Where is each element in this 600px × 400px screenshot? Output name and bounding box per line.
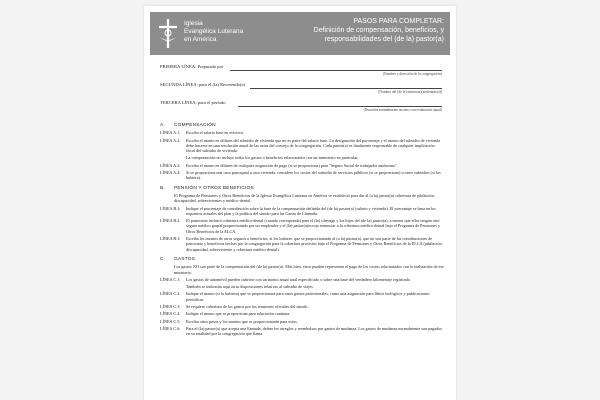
line-text: Los gastos de automóvil pueden cubrirse con un monto anual total especificado o sobre una base del verdadero kilometraje registrado. — [186, 276, 411, 282]
section-letter: A. — [160, 123, 165, 128]
form-line-first — [160, 64, 442, 82]
line-code: LÍNEA A.1: — [160, 130, 181, 136]
line-text: Se requiere cobertura de los gastos por las reuniones oficiales del sínodo. — [186, 304, 309, 310]
line-code: LÍNEA B.3: — [160, 236, 181, 242]
form-line-third — [160, 100, 442, 118]
line-item — [160, 218, 444, 234]
line-item — [160, 138, 444, 154]
church-name — [184, 20, 243, 44]
line-code: LÍNEA A.4: — [160, 170, 181, 176]
line-code — [160, 155, 186, 160]
section-letter: C. — [160, 256, 166, 262]
fill-in-rule — [230, 70, 442, 71]
line-item — [160, 284, 444, 289]
line-item — [160, 163, 444, 168]
line-text: Para el (la) pastor(a) que acepta una llamada, define los arreglos y reembolsos por gastos de mudanza. Los gastos de mudanza normalmente son pagados en su totalidad por la congregación que llama. — [186, 325, 442, 337]
title-line: responsabilidades del (de la) pastor(a) — [324, 36, 444, 43]
form-line-hint: (Nombre y dirección de la congregación) — [382, 72, 442, 76]
church-name-line: en América — [184, 36, 217, 43]
document-body — [160, 118, 444, 339]
line-code: LÍNEA C.1: — [160, 276, 181, 282]
fill-in-rule — [238, 106, 442, 107]
line-code — [160, 284, 186, 289]
line-code: LÍNEA A.3: — [160, 162, 181, 168]
line-text: Escriba el monto en dólares del subsidio de vivienda que no es parte del salario base. La designación del porcentaje y el monto del subsidio de vivienda debe hacerse en una resolución anual de las actas del concejo de la congregación. Cada pastor(a) es finalmente responsable de cualquier implicación fiscal del subsidio de vivienda. — [186, 137, 441, 154]
line-item — [160, 277, 444, 282]
line-text: La compensación no incluye todos los gastos o beneficios relacionados con un ministerio en particular. — [186, 155, 359, 161]
church-name-line: Evangélica Luterana — [184, 28, 244, 35]
section-intro: Los gastos NO son parte de la compensación del (de la) pastor(a). Más bien, estos pueden representar el pago de los costos relacionados con la realización de ese ministerio. — [174, 264, 444, 275]
line-text: Escriba el salario base en efectivo. — [186, 130, 244, 136]
line-text: También se indicarán aquí otras disposiciones relativas al subsidio de viajes. — [186, 284, 314, 290]
form-line-label: PRIMERA LÍNEA: Preparado por — [160, 64, 224, 69]
church-name-line: Iglesia — [184, 20, 203, 27]
line-code: LÍNEA C.4: — [160, 311, 181, 317]
line-item — [160, 155, 444, 160]
form-line-second — [160, 82, 442, 100]
title-line: Definición de compensación, beneficios, y — [313, 27, 444, 34]
line-item — [160, 291, 444, 302]
line-code: LÍNEA B.2: — [160, 218, 181, 224]
line-item — [160, 304, 444, 309]
section-title: COMPENSACIÓN — [174, 123, 216, 128]
section-heading — [160, 123, 444, 128]
line-text: Escriba otros pasos y los montos que se proporcionarán para estos. — [186, 318, 298, 324]
line-text: El patrocinio incluirá cobertura médico-dental (cuando corresponda) para el (la) cónyuge y los hijos del (de la) pastor(a), a menos que ellos tengan otro seguro médico grupal proporcionado por un empleador y el (la) pastor(a)escoja renunciar a la cobertura médico-dental bajo el Programa de Pensiones y Otros Beneficios de la ELCA. — [186, 218, 441, 234]
line-text: Si se proporciona una casa parroquial u otra vivienda, considere los costos del subsidio de servicios públicos (si se proporciona) u otros subsidios (si los hubiera). — [186, 170, 441, 181]
line-code: LÍNEA C.2: — [160, 291, 181, 297]
line-item — [160, 130, 444, 135]
line-item — [160, 206, 444, 217]
line-text: Indique el monto (si lo hubiera) que se proporcionará para otros gastos profesionales, como una asignación para libros teológicos y publicaciones periódicas. — [186, 291, 430, 302]
line-text: Indique el monto que se proporciona para educación continua. — [186, 311, 291, 317]
fill-in-rule — [250, 88, 442, 89]
line-item — [160, 326, 444, 337]
form-lines — [160, 64, 442, 118]
section-letter: B. — [160, 185, 165, 191]
line-text: Escriba el monto en dólares de cualquier asignación de pago (si se proporciona) para "Seguro Social de trabajador autónomo". — [186, 162, 398, 168]
elca-cross-logo-icon — [155, 18, 181, 49]
form-line-label: TERCERA LÍNEA: para el período — [160, 100, 226, 105]
line-item — [160, 311, 444, 316]
section-heading — [160, 257, 444, 262]
document-title — [274, 17, 444, 44]
header-banner — [150, 12, 450, 55]
section-title: PENSIÓN Y OTROS BENEFICIOS — [174, 185, 254, 191]
form-line-hint: (Nombre del (de la) ministro(a)ordenado(a)) — [378, 90, 442, 94]
form-line-hint: (Duración normalmente un año; con evaluación anual) — [363, 108, 442, 112]
line-code: LÍNEA C.5: — [160, 318, 181, 324]
line-item — [160, 319, 444, 324]
title-line: PASOS PARA COMPLETAR: — [353, 18, 444, 25]
line-code: LÍNEA B.1: — [160, 205, 181, 211]
section-intro: El Programa de Pensiones y Otros Beneficios de la Iglesia Evangélica Luterana en América se estableció para dar al (a la) pastor(a) cobertura de jubilación, discapacidad, sobrevivientes y médico-dental. — [174, 192, 435, 204]
line-text: Indique el porcentaje de contribución sobre la base de la compensación definida del (de la) pastor(a) (salario y vivienda). El porcentaje se basa en los requisitos actuales del plan y la política del sínodo para las Cartas de Llamada. — [186, 205, 436, 216]
document-page — [144, 6, 456, 400]
form-line-label: SEGUNDA LÍNEA: para el (la) Reverendo(a) — [160, 82, 246, 87]
line-text: Escriba los montos de otros seguros o beneficios, si los hubiere, que se proporcionarán al (a la) pastor(a), que no son parte de las contribuciones de patrocinio y beneficios hechas por la congregación para la cobertura provistos bajo el Programa de Pensiones y Otros Beneficios de la ELCA (jubilación, discapacidad, sobreviviente y cobertura médico-dental). — [186, 236, 443, 252]
line-item — [160, 170, 444, 181]
line-code: LÍNEA C.6: — [160, 325, 181, 331]
section-heading — [160, 186, 444, 191]
line-code: LÍNEA A.2: — [160, 137, 181, 143]
section-title: GASTOS — [174, 256, 196, 262]
line-code: LÍNEA C.3: — [160, 304, 181, 310]
line-item — [160, 236, 444, 252]
